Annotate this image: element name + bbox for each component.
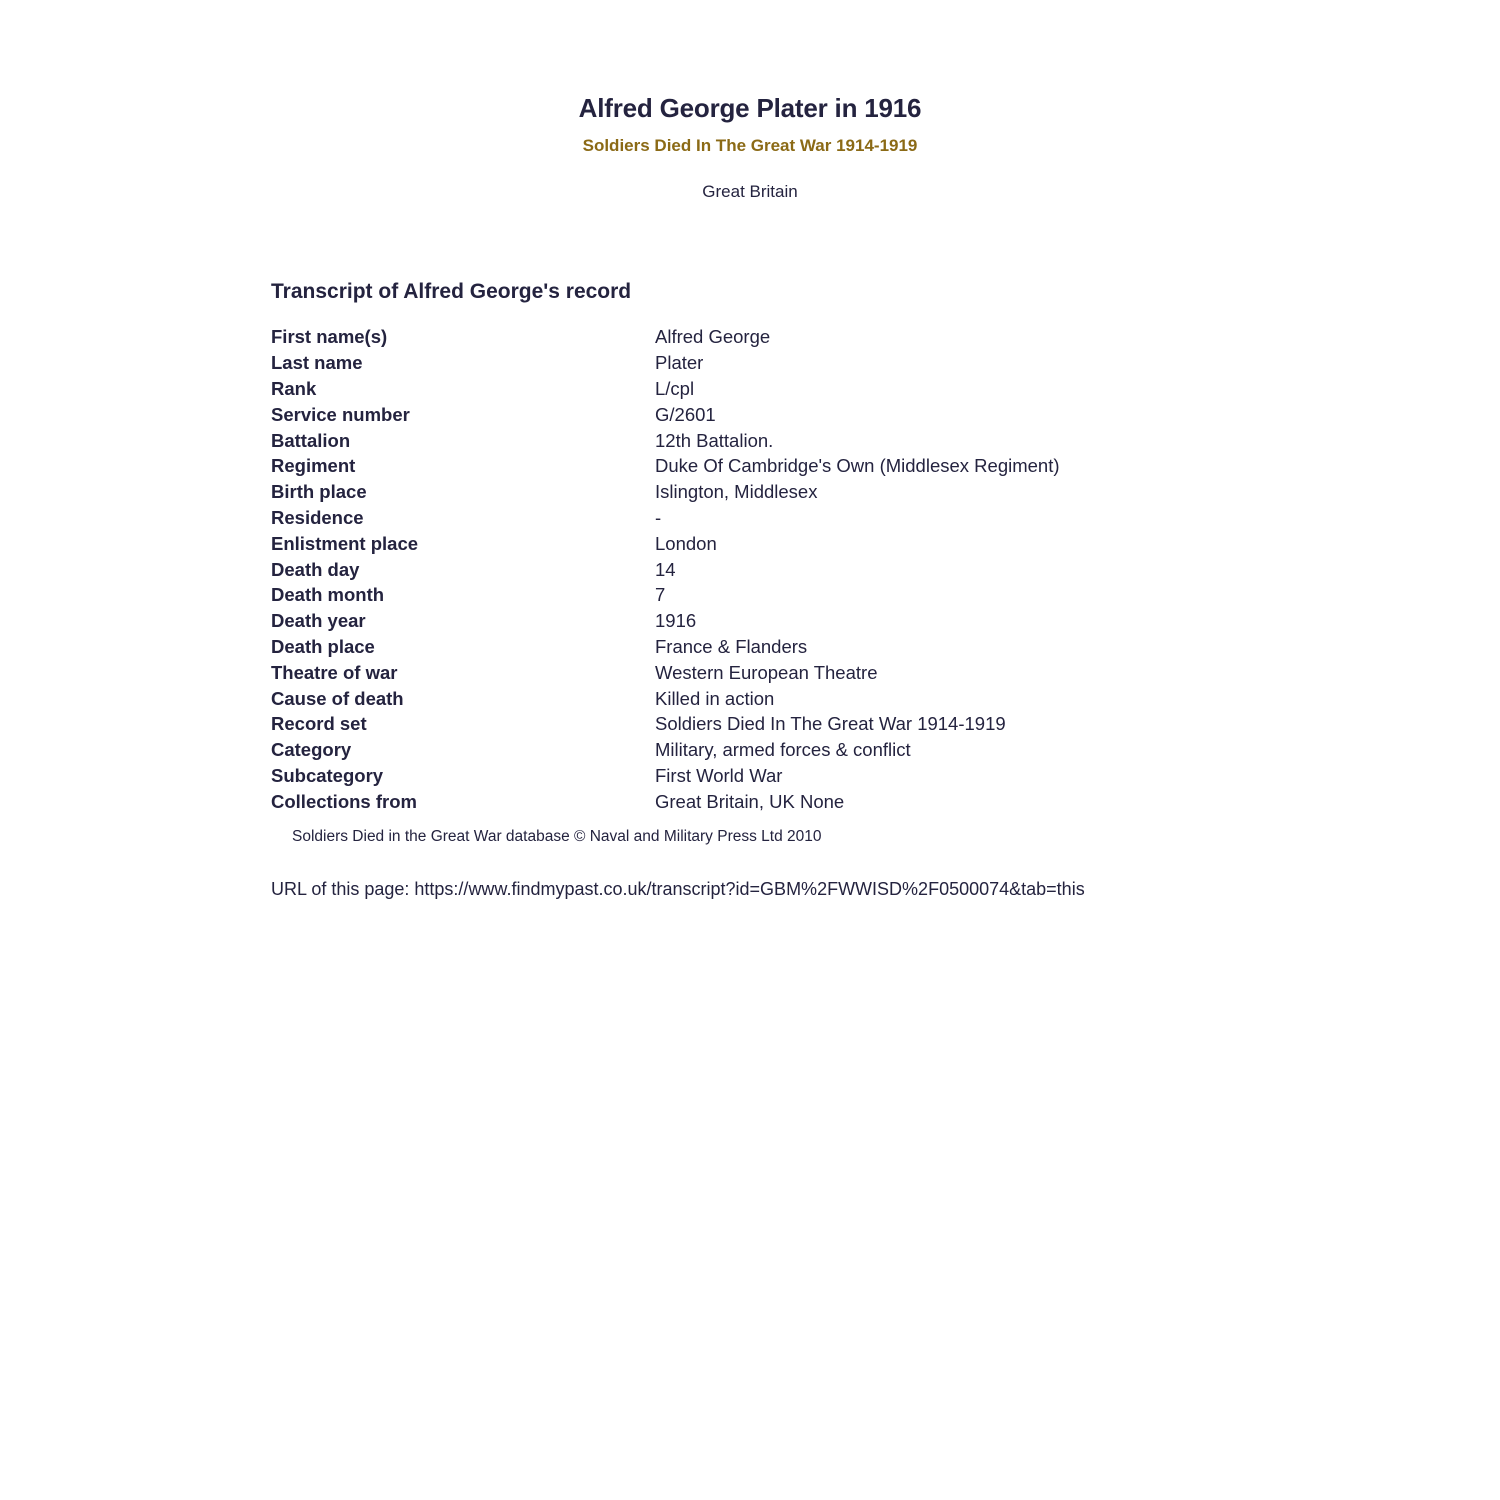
field-value: Islington, Middlesex — [655, 481, 818, 503]
field-label: Birth place — [271, 481, 367, 503]
table-row — [271, 659, 1060, 685]
table-row — [271, 479, 1060, 505]
field-value: Duke Of Cambridge's Own (Middlesex Regiment) — [655, 455, 1060, 477]
field-label: Collections from — [271, 790, 417, 812]
table-row — [271, 350, 1060, 376]
field-label: Last name — [271, 352, 363, 374]
table-row — [271, 505, 1060, 531]
field-value: L/cpl — [655, 377, 695, 399]
transcript-table — [271, 324, 1060, 814]
field-value: France & Flanders — [655, 635, 808, 657]
table-row — [271, 737, 1060, 763]
field-label: Death day — [271, 558, 360, 580]
field-label: First name(s) — [271, 326, 388, 348]
field-value: Alfred George — [655, 326, 771, 348]
field-label: Enlistment place — [271, 532, 419, 554]
field-label: Category — [271, 739, 352, 761]
transcript-heading: Transcript of Alfred George's record — [271, 280, 632, 303]
table-row — [271, 685, 1060, 711]
field-label: Cause of death — [271, 687, 404, 709]
field-label: Rank — [271, 377, 317, 399]
table-row — [271, 324, 1060, 350]
table-row — [271, 788, 1060, 814]
table-row — [271, 711, 1060, 737]
field-value: 7 — [655, 584, 666, 606]
field-label: Death month — [271, 584, 385, 606]
field-value: London — [655, 532, 717, 554]
field-label: Subcategory — [271, 764, 384, 786]
copyright-notice: Soldiers Died in the Great War database © Naval and Military Press Ltd 2010 — [292, 828, 822, 846]
field-value: Plater — [655, 352, 704, 374]
table-row — [271, 401, 1060, 427]
table-row — [271, 376, 1060, 402]
field-label: Regiment — [271, 455, 356, 477]
record-header — [0, 88, 1500, 204]
record-set-subtitle: Soldiers Died In The Great War 1914-1919 — [582, 136, 918, 155]
table-row — [271, 763, 1060, 789]
page-title: Alfred George Plater in 1916 — [578, 93, 922, 123]
field-value: Western European Theatre — [655, 661, 878, 683]
table-row — [271, 427, 1060, 453]
field-label: Service number — [271, 403, 410, 425]
field-label: Battalion — [271, 429, 351, 451]
table-row — [271, 582, 1060, 608]
field-value: - — [655, 506, 662, 528]
transcript-section — [271, 276, 1231, 902]
table-row — [271, 453, 1060, 479]
table-row — [271, 556, 1060, 582]
table-row — [271, 634, 1060, 660]
field-value: First World War — [655, 764, 783, 786]
field-value: Great Britain, UK None — [655, 790, 845, 812]
field-value: Soldiers Died In The Great War 1914-1919 — [655, 713, 1006, 735]
country-label: Great Britain — [702, 182, 798, 201]
field-value: 1916 — [655, 610, 697, 632]
table-row — [271, 608, 1060, 634]
field-label: Death place — [271, 635, 375, 657]
field-value: G/2601 — [655, 403, 716, 425]
field-label: Death year — [271, 610, 366, 632]
field-value: Military, armed forces & conflict — [655, 739, 911, 761]
field-value: 14 — [655, 558, 676, 580]
table-row — [271, 530, 1060, 556]
field-value: 12th Battalion. — [655, 429, 774, 451]
field-value: Killed in action — [655, 687, 775, 709]
page-url-line: URL of this page: https://www.findmypast.co.uk/transcript?id=GBM%2FWWISD%2F0500074&tab=this — [271, 879, 1085, 900]
field-label: Residence — [271, 506, 364, 528]
field-label: Record set — [271, 713, 367, 735]
field-label: Theatre of war — [271, 661, 398, 683]
